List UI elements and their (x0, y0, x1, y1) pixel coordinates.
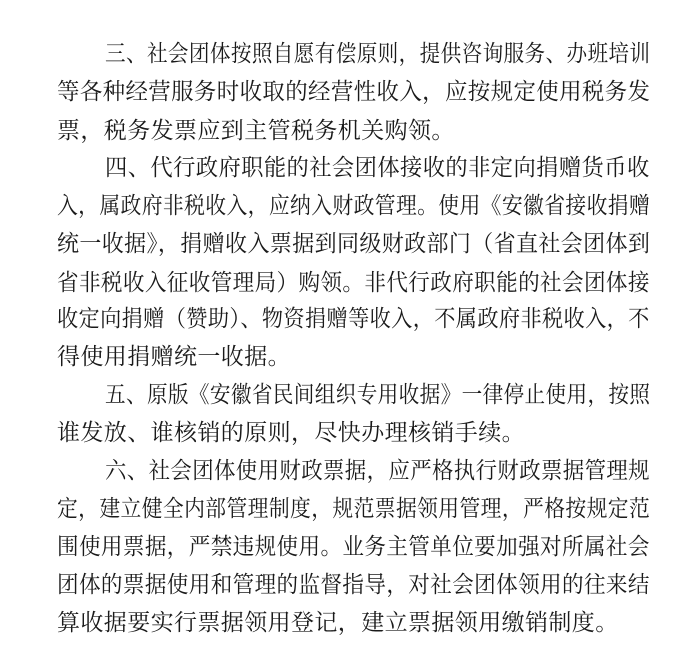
paragraph-4-line-4: 省非税收入征收管理局）购领。非代行政府职能的社会团体接 (57, 270, 650, 296)
paragraph-6-line-5: 算收据要实行票据领用登记，建立票据领用缴销制度。 (57, 610, 619, 636)
paragraph-5-line-1: 五、原版《安徽省民间组织专用收据》一律停止使用，按照 (105, 382, 651, 408)
paragraph-6-line-1: 六、社会团体使用财政票据，应严格执行财政票据管理规 (105, 458, 650, 484)
paragraph-4-line-5: 收定向捐赠（赞助）、物资捐赠等收入，不属政府非税收入，不 (57, 306, 650, 332)
paragraph-4-line-2: 入，属政府非税收入，应纳入财政管理。使用《安徽省接收捐赠 (57, 193, 651, 219)
paragraph-3-line-3: 票，税务发票应到主管税务机关购领。 (57, 118, 455, 144)
paragraph-3-line-2: 等各种经营服务时收取的经营性收入，应按规定使用税务发 (57, 79, 651, 105)
paragraph-4-line-1: 四、代行政府职能的社会团体接收的非定向捐赠货币收 (105, 155, 650, 181)
paragraph-4-line-6: 得使用捐赠统一收据。 (57, 344, 291, 370)
paragraph-6-line-3: 围使用票据，严禁违规使用。业务主管单位要加强对所属社会 (57, 534, 650, 560)
paragraph-6-line-2: 定，建立健全内部管理制度，规范票据领用管理，严格按规定范 (57, 496, 651, 522)
paragraph-4-line-3: 统一收据》，捐赠收入票据到同级财政部门（省直社会团体到 (57, 231, 651, 257)
paragraph-6-line-4: 团体的票据使用和管理的监督指导，对社会团体领用的往来结 (57, 572, 650, 598)
paragraph-3-line-1: 三、社会团体按照自愿有偿原则，提供咨询服务、办班培训 (105, 41, 651, 67)
paragraph-5-line-2: 谁发放、谁核销的原则，尽快办理核销手续。 (57, 420, 525, 446)
